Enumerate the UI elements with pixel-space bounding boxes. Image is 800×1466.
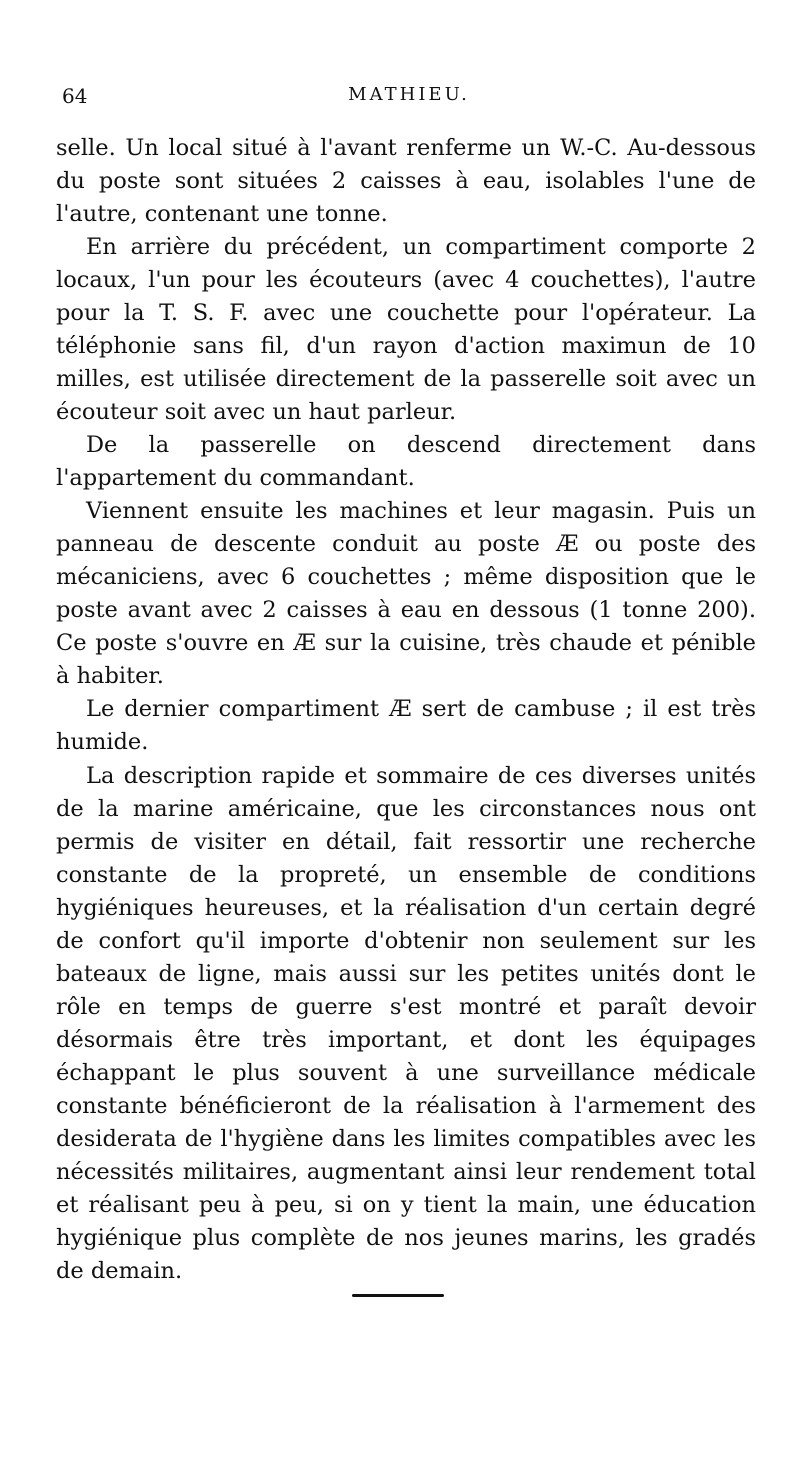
paragraph-continuation: selle. Un local situé à l'avant renferme un W.-C. Au-dessous du poste sont situées 2 caisses à eau, isolables l'une de l'autre, contenant une tonne. — [56, 135, 756, 227]
end-rule-divider — [352, 1294, 444, 1297]
paragraph: La description rapide et sommaire de ces diverses unités de la marine américaine, que les circonstances nous ont permis de visiter en détail, fait ressortir une recherche constante de la propreté, un ensemble de conditions hygiéniques heureuses, et la réalisation d'un certain degré de confort qu'il importe d'obtenir non seulement sur les bateaux de ligne, mais aussi sur les petites unités dont le rôle en temps de guerre s'est montré et paraît devoir désormais être très important, et dont les équipages échappant le plus souvent à une surveillance médicale constante bénéficieront de la réalisation à l'armement des desiderata de l'hygiène dans les limites compatibles avec les nécessités militaires, augmentant ainsi leur rendement total et réalisant peu à peu, si on y tient la main, une éducation hygiénique plus complète de nos jeunes marins, les gradés de demain. — [56, 763, 756, 1284]
paragraph: Le dernier compartiment Æ sert de cambuse ; il est très humide. — [56, 696, 756, 755]
paragraph: Viennent ensuite les machines et leur magasin. Puis un panneau de descente conduit au poste Æ ou poste des mécaniciens, avec 6 couchettes ; même disposition que le poste avant avec 2 caisses à eau en dessous (1 tonne 200). Ce poste s'ouvre en Æ sur la cuisine, très chaude et pénible à habiter. — [56, 498, 756, 689]
section-ship-description — [56, 132, 756, 759]
page-header — [62, 84, 756, 114]
paragraph: En arrière du précédent, un compartiment comporte 2 locaux, l'un pour les écouteurs (avec 4 couchettes), l'autre pour la T. S. F. avec une couchette pour l'opérateur. La téléphonie sans fil, d'un rayon d'action maximun de 10 milles, est utilisée directement de la passerelle soit avec un écouteur soit avec un haut parleur. — [56, 234, 756, 425]
paragraph: De la passerelle on descend directement dans l'appartement du commandant. — [56, 432, 756, 491]
running-head: MATHIEU. — [348, 84, 470, 105]
page-number: 64 — [62, 84, 88, 108]
section-conclusion — [56, 760, 756, 1288]
